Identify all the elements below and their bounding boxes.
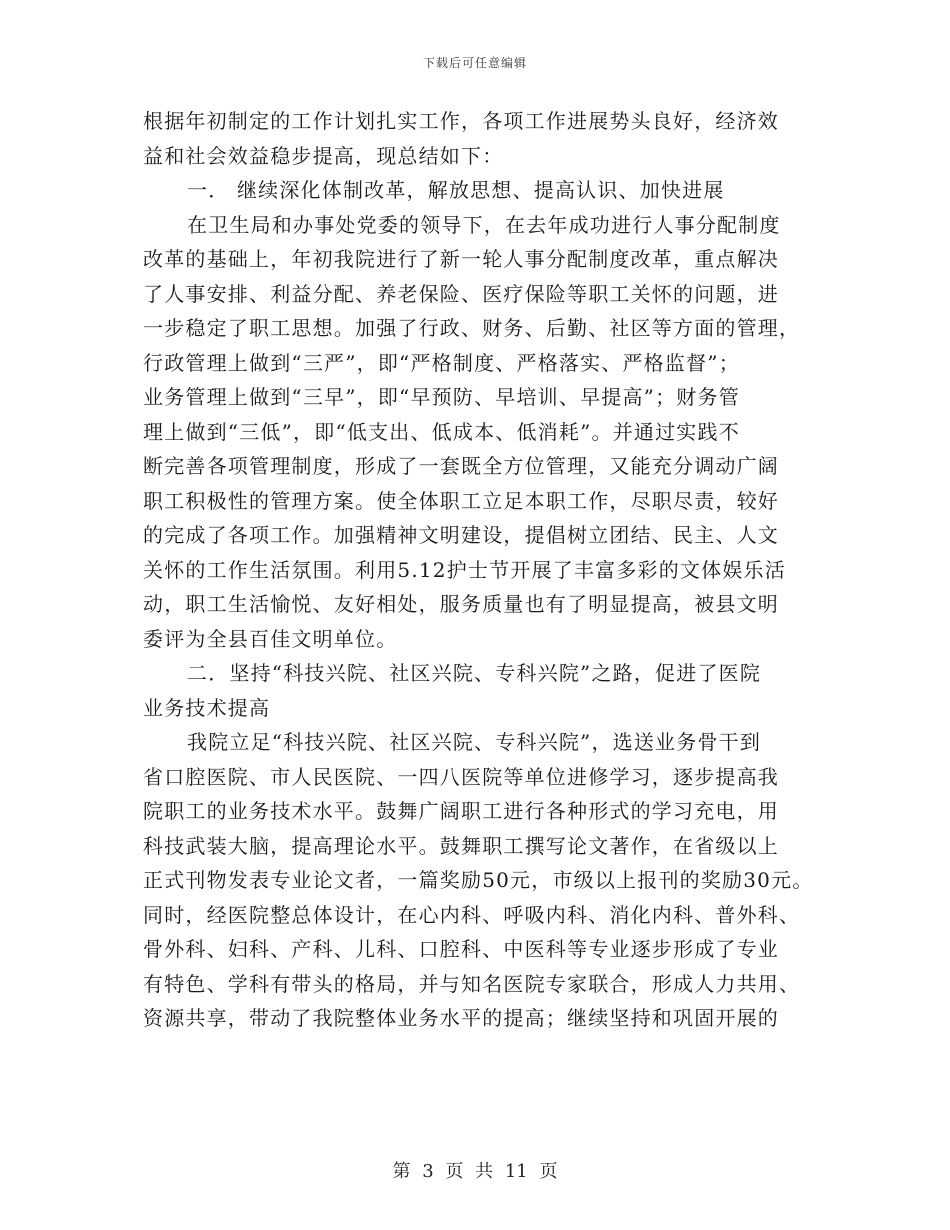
text-line: 在卫生局和办事处党委的领导下，在去年成功进行人事分配制度 [187, 212, 781, 237]
text-line: 业务技术提高 [143, 695, 271, 720]
page-number-footer: 第 3 页 共 11 页 [392, 1161, 558, 1182]
text-line: 科技武装大脑，提高理论水平。鼓舞职工撰写论文著作，在省级以上 [143, 833, 779, 858]
text-line: 关怀的工作生活氛围。利用5.12护士节开展了丰富多彩的文体娱乐活 [143, 557, 786, 582]
text-line: 资源共享，带动了我院整体业务水平的提高；继续坚持和巩固开展的 [143, 1006, 779, 1030]
text-line: 骨外科、妇科、产科、儿科、口腔科、中医科等专业逐步形成了专业 [143, 937, 779, 961]
text-line: 的完成了各项工作。加强精神文明建设，提倡树立团结、民主、人文 [143, 523, 779, 547]
text-line: 职工积极性的管理方案。使全体职工立足本职工作，尽职尽责，较好 [143, 488, 779, 513]
document-body [143, 104, 833, 1036]
text-line: 我院立足“科技兴院、社区兴院、专科兴院”，选送业务骨干到 [187, 730, 762, 754]
text-line: 省口腔医院、市人民医院、一四八医院等单位进修学习，逐步提高我 [143, 764, 779, 789]
text-line: 益和社会效益稳步提高，现总结如下： [143, 143, 504, 168]
text-line: 断完善各项管理制度，形成了一套既全方位管理，又能充分调动广阔 [143, 454, 779, 478]
text-line: 动，职工生活愉悦、友好相处，服务质量也有了明显提高，被县文明 [143, 592, 779, 616]
text-line: 行政管理上做到“三严”，即“严格制度、严格落实、严格监督”； [143, 350, 740, 375]
text-line: 院职工的业务技术水平。鼓舞广阔职工进行各种形式的学习充电，用 [143, 799, 779, 823]
text-line: 二．坚持“科技兴院、社区兴院、专科兴院”之路，促进了医院 [187, 661, 762, 685]
text-line: 有特色、学科有带头的格局，并与知名医院专家联合，形成人力共用、 [143, 971, 801, 996]
text-line: 委评为全县百佳文明单位。 [143, 626, 398, 651]
text-line: 业务管理上做到“三早”，即“早预防、早培训、早提高”；财务管 [143, 385, 740, 409]
text-line: 根据年初制定的工作计划扎实工作，各项工作进展势头良好，经济效 [143, 109, 779, 133]
text-line: 同时，经医院整总体设计，在心内科、呼吸内科、消化内科、普外科、 [143, 902, 801, 927]
text-line: 一步稳定了职工思想。加强了行政、财务、后勤、社区等方面的管理， [143, 316, 801, 340]
text-line: 了人事安排、利益分配、养老保险、医疗保险等职工关怀的问题，进 [143, 281, 779, 306]
text-line: 一． 继续深化体制改革，解放思想、提高认识、加快进展 [187, 178, 725, 202]
text-line: 正式刊物发表专业论文者，一篇奖励50元，市级以上报刊的奖励30元。 [143, 868, 814, 892]
text-line: 理上做到“三低”，即“低支出、低成本、低消耗”。并通过实践不 [143, 419, 740, 444]
text-line: 改革的基础上，年初我院进行了新一轮人事分配制度改革，重点解决 [143, 247, 779, 271]
page-header: 下载后可任意编辑 [422, 56, 527, 70]
